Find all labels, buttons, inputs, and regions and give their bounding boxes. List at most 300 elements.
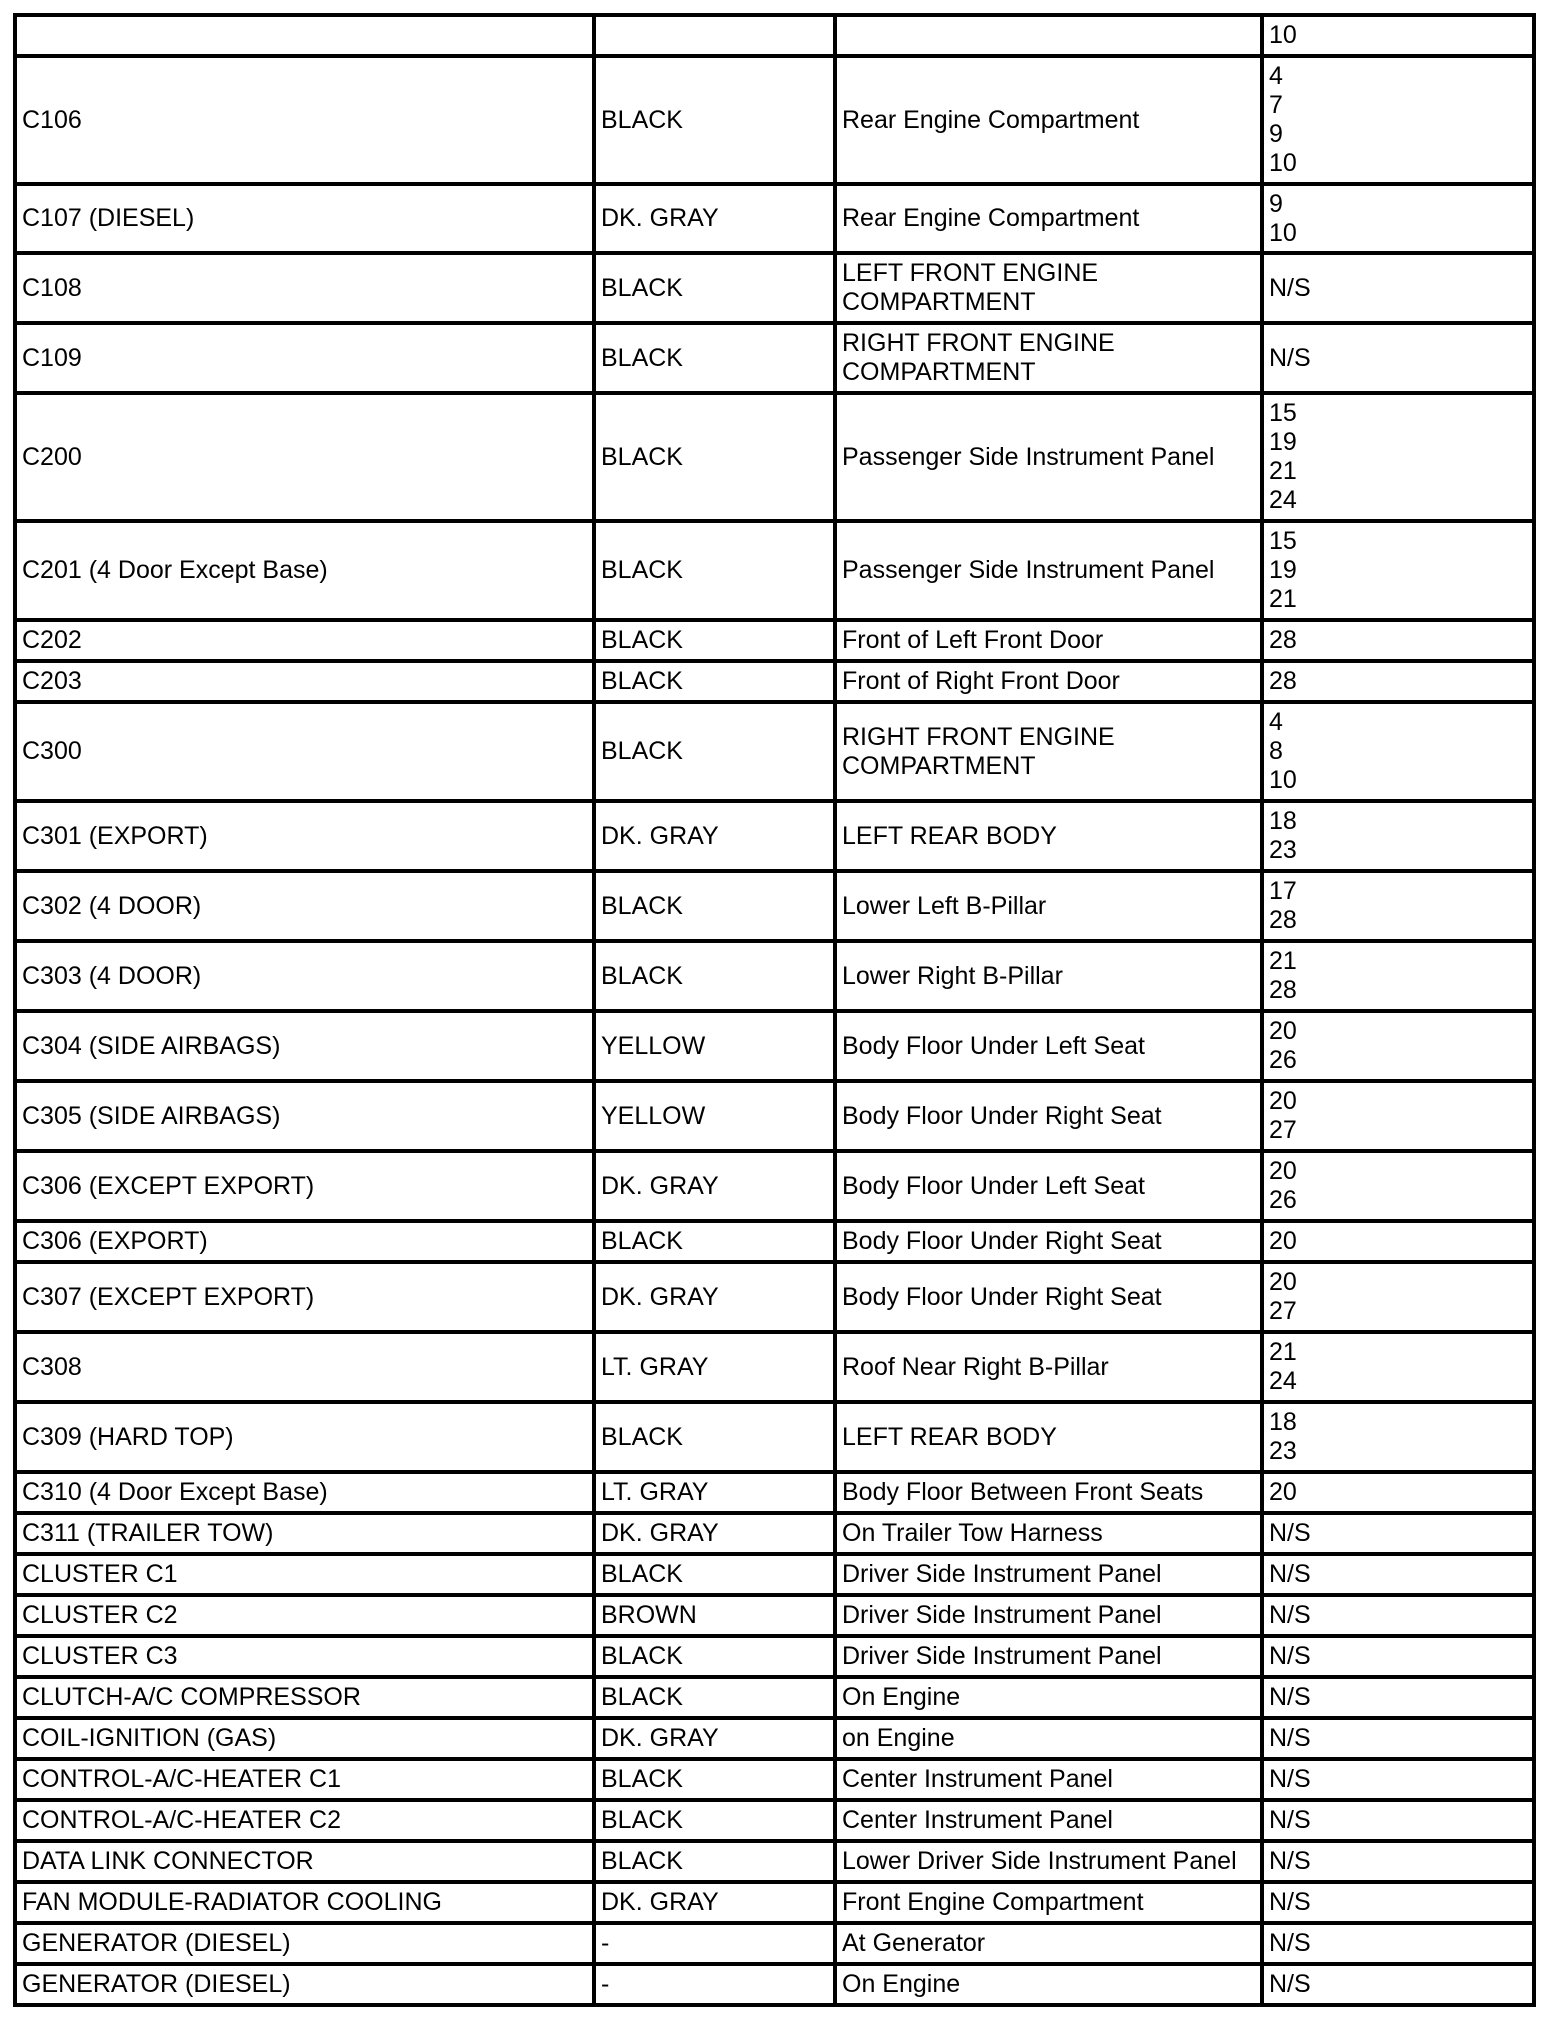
page-number: 20 — [1269, 1087, 1297, 1115]
connector-cell-text: C307 (EXCEPT EXPORT) — [22, 1282, 315, 1311]
color-cell — [594, 1151, 835, 1221]
color-cell-text: BLACK — [601, 667, 683, 695]
color-cell-text: BLACK — [601, 1560, 683, 1588]
connector-cell — [15, 1718, 594, 1759]
connector-cell — [15, 1011, 594, 1081]
color-cell — [594, 941, 835, 1011]
connector-cell — [15, 521, 594, 620]
color-cell-text: DK. GRAY — [601, 1171, 719, 1200]
page-number: N/S — [1269, 1888, 1311, 1916]
pages-cell — [1262, 393, 1534, 521]
pages-cell — [1262, 1151, 1534, 1221]
location-cell — [835, 620, 1262, 661]
color-cell — [594, 1472, 835, 1513]
color-cell — [594, 702, 835, 801]
page-number: N/S — [1269, 1806, 1311, 1834]
pages-cell — [1262, 15, 1534, 56]
location-cell-text: LEFT FRONT ENGINE — [842, 259, 1099, 287]
connector-cell — [15, 801, 594, 871]
table-row — [15, 1677, 1534, 1718]
connector-cell — [15, 1882, 594, 1923]
location-cell-text: on Engine — [842, 1724, 955, 1752]
location-cell — [835, 871, 1262, 941]
pages-cell — [1262, 1262, 1534, 1332]
color-cell-text: BLACK — [601, 1642, 683, 1670]
page-number: 21 — [1269, 585, 1297, 613]
connector-cell-text: GENERATOR (DIESEL) — [22, 1929, 291, 1957]
location-cell — [835, 1332, 1262, 1402]
pages-cell — [1262, 521, 1534, 620]
color-cell — [594, 56, 835, 184]
pages-cell — [1262, 1800, 1534, 1841]
color-cell — [594, 323, 835, 393]
page-number: 10 — [1269, 149, 1297, 177]
connector-cell-text: CLUSTER C3 — [22, 1642, 178, 1670]
connector-table — [13, 13, 1536, 2007]
page-number: 20 — [1269, 1157, 1297, 1185]
color-cell-text: BLACK — [601, 891, 683, 920]
connector-cell-text: C301 (EXPORT) — [22, 821, 208, 850]
connector-cell — [15, 1759, 594, 1800]
location-cell-text: Passenger Side Instrument Panel — [842, 442, 1215, 471]
pages-cell — [1262, 1472, 1534, 1513]
connector-cell-text: C202 — [22, 626, 82, 654]
color-cell — [594, 801, 835, 871]
location-cell-text: Passenger Side Instrument Panel — [842, 556, 1215, 584]
location-cell — [835, 1636, 1262, 1677]
connector-cell-text: C310 (4 Door Except Base) — [22, 1478, 328, 1506]
connector-cell — [15, 1221, 594, 1262]
color-cell-text: BLACK — [601, 961, 683, 990]
location-cell-text: Body Floor Under Left Seat — [842, 1171, 1145, 1200]
pages-cell — [1262, 1513, 1534, 1554]
location-cell-text: Front of Right Front Door — [842, 667, 1120, 695]
table-row — [15, 521, 1534, 620]
location-cell-text: Lower Driver Side Instrument Panel — [842, 1847, 1237, 1875]
page-number: 28 — [1269, 976, 1297, 1004]
connector-cell-text: C108 — [22, 273, 82, 302]
page-number: 4 — [1269, 708, 1283, 736]
page-number: N/S — [1269, 1560, 1311, 1588]
location-cell-text: On Engine — [842, 1970, 961, 1998]
pages-cell — [1262, 801, 1534, 871]
connector-cell — [15, 661, 594, 702]
color-cell-text: - — [601, 1970, 610, 1998]
table-row — [15, 1800, 1534, 1841]
location-cell-text: Driver Side Instrument Panel — [842, 1560, 1162, 1588]
pages-cell — [1262, 1221, 1534, 1262]
color-cell — [594, 1800, 835, 1841]
page-number: N/S — [1269, 343, 1311, 372]
location-cell-text: COMPARTMENT — [842, 288, 1036, 316]
table-row — [15, 1151, 1534, 1221]
location-cell — [835, 1882, 1262, 1923]
table-row — [15, 253, 1534, 323]
connector-cell — [15, 1332, 594, 1402]
connector-cell-text: CLUSTER C2 — [22, 1601, 178, 1629]
color-cell-text: DK. GRAY — [601, 1282, 719, 1311]
table-row — [15, 184, 1534, 253]
location-cell-text: Roof Near Right B-Pillar — [842, 1352, 1109, 1381]
color-cell — [594, 1759, 835, 1800]
location-cell — [835, 521, 1262, 620]
page-number: 28 — [1269, 626, 1297, 654]
color-cell — [594, 1636, 835, 1677]
table-row — [15, 1964, 1534, 2005]
page-number: 15 — [1269, 399, 1297, 427]
color-cell — [594, 1964, 835, 2005]
connector-cell-text: C203 — [22, 667, 82, 695]
location-cell-text: Center Instrument Panel — [842, 1806, 1113, 1834]
connector-cell — [15, 393, 594, 521]
location-cell — [835, 661, 1262, 702]
color-cell-text: BLACK — [601, 1847, 683, 1875]
page-number: 18 — [1269, 1408, 1297, 1436]
page-number: 10 — [1269, 766, 1297, 794]
connector-cell — [15, 1472, 594, 1513]
connector-cell — [15, 620, 594, 661]
color-cell — [594, 1262, 835, 1332]
page-number: 19 — [1269, 556, 1297, 584]
page-number: 10 — [1269, 218, 1297, 247]
connector-table-body — [15, 15, 1534, 2005]
color-cell-text: YELLOW — [601, 1031, 706, 1060]
location-cell — [835, 801, 1262, 871]
connector-cell-text: C107 (DIESEL) — [22, 204, 195, 232]
location-cell — [835, 1472, 1262, 1513]
page-number: 4 — [1269, 62, 1283, 90]
table-row — [15, 1759, 1534, 1800]
color-cell — [594, 184, 835, 253]
pages-cell — [1262, 1923, 1534, 1964]
page-number: 28 — [1269, 906, 1297, 934]
table-row — [15, 801, 1534, 871]
location-cell — [835, 1595, 1262, 1636]
pages-cell — [1262, 1595, 1534, 1636]
color-cell-text: DK. GRAY — [601, 204, 719, 232]
color-cell-text: BLACK — [601, 1422, 683, 1451]
color-cell — [594, 1677, 835, 1718]
page-number: 20 — [1269, 1478, 1297, 1506]
connector-cell-text: DATA LINK CONNECTOR — [22, 1847, 314, 1875]
pages-cell — [1262, 1759, 1534, 1800]
table-row — [15, 1081, 1534, 1151]
pages-cell — [1262, 1081, 1534, 1151]
color-cell — [594, 1841, 835, 1882]
page-number: N/S — [1269, 1929, 1311, 1957]
color-cell-text: BLACK — [601, 105, 683, 134]
location-cell — [835, 1800, 1262, 1841]
connector-cell — [15, 253, 594, 323]
pages-cell — [1262, 1964, 1534, 2005]
table-row — [15, 1841, 1534, 1882]
page-number: N/S — [1269, 1765, 1311, 1793]
location-cell-text: Driver Side Instrument Panel — [842, 1601, 1162, 1629]
color-cell-text: BLACK — [601, 626, 683, 654]
location-cell-text: On Engine — [842, 1683, 961, 1711]
location-cell — [835, 253, 1262, 323]
color-cell — [594, 1513, 835, 1554]
page-number: N/S — [1269, 1683, 1311, 1711]
location-cell-text: Front Engine Compartment — [842, 1888, 1144, 1916]
color-cell-text: BLACK — [601, 273, 683, 302]
connector-cell — [15, 1964, 594, 2005]
connector-cell — [15, 323, 594, 393]
page-number: 24 — [1269, 1367, 1297, 1395]
table-row — [15, 620, 1534, 661]
connector-cell-text: C306 (EXPORT) — [22, 1227, 208, 1255]
connector-cell-text: C200 — [22, 442, 82, 471]
page-number: 27 — [1269, 1297, 1297, 1325]
connector-cell-text: CONTROL-A/C-HEATER C1 — [22, 1765, 342, 1793]
pages-cell — [1262, 702, 1534, 801]
pages-cell — [1262, 1554, 1534, 1595]
color-cell — [594, 253, 835, 323]
location-cell-text: Front of Left Front Door — [842, 626, 1104, 654]
connector-cell — [15, 184, 594, 253]
color-cell — [594, 1882, 835, 1923]
color-cell-text: - — [601, 1929, 610, 1957]
location-cell-text: On Trailer Tow Harness — [842, 1519, 1103, 1547]
page-number: 20 — [1269, 1017, 1297, 1045]
location-cell-text: Lower Right B-Pillar — [842, 961, 1063, 990]
location-cell-text: Body Floor Under Right Seat — [842, 1282, 1162, 1311]
color-cell-text: BLACK — [601, 1765, 683, 1793]
color-cell — [594, 1081, 835, 1151]
page-number: 28 — [1269, 667, 1297, 695]
location-cell — [835, 1151, 1262, 1221]
connector-cell — [15, 702, 594, 801]
color-cell-text: LT. GRAY — [601, 1352, 709, 1381]
connector-cell — [15, 1402, 594, 1472]
connector-cell-text: CLUTCH-A/C COMPRESSOR — [22, 1683, 361, 1711]
page-number: 15 — [1269, 527, 1297, 555]
location-cell — [835, 1513, 1262, 1554]
color-cell-text: DK. GRAY — [601, 821, 719, 850]
color-cell — [594, 1923, 835, 1964]
page-number: 23 — [1269, 836, 1297, 864]
connector-cell-text: CONTROL-A/C-HEATER C2 — [22, 1806, 342, 1834]
location-cell — [835, 1718, 1262, 1759]
color-cell — [594, 871, 835, 941]
table-row — [15, 1595, 1534, 1636]
page-number: N/S — [1269, 1642, 1311, 1670]
color-cell-text: BLACK — [601, 1806, 683, 1834]
location-cell — [835, 323, 1262, 393]
location-cell-text: Driver Side Instrument Panel — [842, 1642, 1162, 1670]
page-number: 21 — [1269, 1338, 1297, 1366]
page-number: 23 — [1269, 1437, 1297, 1465]
location-cell — [835, 393, 1262, 521]
connector-cell-text: C308 — [22, 1352, 82, 1381]
location-cell — [835, 1011, 1262, 1081]
location-cell — [835, 1402, 1262, 1472]
page-number: N/S — [1269, 1519, 1311, 1547]
page-number: 21 — [1269, 947, 1297, 975]
color-cell — [594, 1554, 835, 1595]
connector-cell-text: COIL-IGNITION (GAS) — [22, 1724, 277, 1752]
location-cell — [835, 184, 1262, 253]
location-cell-text: LEFT REAR BODY — [842, 821, 1057, 850]
color-cell — [594, 393, 835, 521]
connector-cell-text: C305 (SIDE AIRBAGS) — [22, 1101, 281, 1130]
color-cell — [594, 1011, 835, 1081]
table-row — [15, 1472, 1534, 1513]
connector-cell — [15, 1151, 594, 1221]
color-cell — [594, 521, 835, 620]
location-cell — [835, 1677, 1262, 1718]
connector-cell — [15, 15, 594, 56]
table-row — [15, 1882, 1534, 1923]
color-cell — [594, 15, 835, 56]
connector-cell — [15, 1595, 594, 1636]
connector-cell — [15, 1262, 594, 1332]
location-cell — [835, 56, 1262, 184]
location-cell — [835, 1262, 1262, 1332]
pages-cell — [1262, 661, 1534, 702]
connector-cell-text: GENERATOR (DIESEL) — [22, 1970, 291, 1998]
color-cell-text: BLACK — [601, 1683, 683, 1711]
location-cell-text: RIGHT FRONT ENGINE — [842, 722, 1115, 751]
location-cell — [835, 1841, 1262, 1882]
location-cell-text: Rear Engine Compartment — [842, 204, 1140, 232]
pages-cell — [1262, 1841, 1534, 1882]
page-number: N/S — [1269, 1970, 1311, 1998]
pages-cell — [1262, 1402, 1534, 1472]
location-cell-text: LEFT REAR BODY — [842, 1422, 1057, 1451]
table-row — [15, 941, 1534, 1011]
pages-cell — [1262, 253, 1534, 323]
table-row — [15, 1718, 1534, 1759]
table-row — [15, 323, 1534, 393]
color-cell-text: YELLOW — [601, 1101, 706, 1130]
color-cell — [594, 1718, 835, 1759]
location-cell-text: Rear Engine Compartment — [842, 105, 1140, 134]
color-cell — [594, 661, 835, 702]
pages-cell — [1262, 1011, 1534, 1081]
connector-cell — [15, 1081, 594, 1151]
connector-cell-text: C106 — [22, 105, 82, 134]
connector-cell — [15, 1513, 594, 1554]
color-cell — [594, 1402, 835, 1472]
table-row — [15, 393, 1534, 521]
location-cell — [835, 1759, 1262, 1800]
location-cell — [835, 15, 1262, 56]
pages-cell — [1262, 184, 1534, 253]
table-row — [15, 1262, 1534, 1332]
color-cell-text: DK. GRAY — [601, 1519, 719, 1547]
color-cell-text: BLACK — [601, 442, 683, 471]
pages-cell — [1262, 871, 1534, 941]
table-row — [15, 661, 1534, 702]
pages-cell — [1262, 1677, 1534, 1718]
page-number: 20 — [1269, 1227, 1297, 1255]
color-cell-text: DK. GRAY — [601, 1888, 719, 1916]
table-row — [15, 1554, 1534, 1595]
page-number: 20 — [1269, 1268, 1297, 1296]
location-cell — [835, 1081, 1262, 1151]
connector-cell-text: C109 — [22, 343, 82, 372]
connector-cell — [15, 1677, 594, 1718]
connector-cell — [15, 1554, 594, 1595]
color-cell-text: BLACK — [601, 737, 683, 765]
page-number: N/S — [1269, 273, 1311, 302]
location-cell-text: Center Instrument Panel — [842, 1765, 1113, 1793]
pages-cell — [1262, 620, 1534, 661]
table-row — [15, 56, 1534, 184]
page-number: 26 — [1269, 1046, 1297, 1074]
page-number: 8 — [1269, 737, 1283, 765]
pages-cell — [1262, 323, 1534, 393]
table-row — [15, 1011, 1534, 1081]
table-row — [15, 1636, 1534, 1677]
pages-cell — [1262, 941, 1534, 1011]
pages-cell — [1262, 1718, 1534, 1759]
connector-table-container — [13, 13, 1536, 2007]
connector-cell — [15, 871, 594, 941]
location-cell — [835, 941, 1262, 1011]
connector-cell-text: C201 (4 Door Except Base) — [22, 556, 328, 584]
connector-cell-text: FAN MODULE-RADIATOR COOLING — [22, 1888, 442, 1916]
color-cell-text: DK. GRAY — [601, 1724, 719, 1752]
location-cell-text: At Generator — [842, 1929, 986, 1957]
page-number: 17 — [1269, 877, 1297, 905]
page-number: 10 — [1269, 21, 1297, 49]
connector-cell — [15, 1636, 594, 1677]
connector-cell — [15, 1923, 594, 1964]
page-number: N/S — [1269, 1847, 1311, 1875]
table-row — [15, 1923, 1534, 1964]
connector-cell-text: C302 (4 DOOR) — [22, 891, 202, 920]
connector-cell-text: C309 (HARD TOP) — [22, 1422, 234, 1451]
location-cell — [835, 1221, 1262, 1262]
location-cell-text: Body Floor Under Right Seat — [842, 1227, 1162, 1255]
color-cell-text: BLACK — [601, 1227, 683, 1255]
page-number: 9 — [1269, 120, 1283, 148]
color-cell — [594, 620, 835, 661]
page-number: N/S — [1269, 1724, 1311, 1752]
pages-cell — [1262, 1882, 1534, 1923]
location-cell-text: Body Floor Between Front Seats — [842, 1478, 1204, 1506]
connector-cell-text: C311 (TRAILER TOW) — [22, 1519, 274, 1547]
page-number: 26 — [1269, 1186, 1297, 1214]
connector-cell-text: CLUSTER C1 — [22, 1560, 178, 1588]
connector-cell — [15, 941, 594, 1011]
location-cell — [835, 1554, 1262, 1595]
table-row — [15, 1221, 1534, 1262]
color-cell-text: BLACK — [601, 556, 683, 584]
color-cell — [594, 1332, 835, 1402]
connector-cell — [15, 56, 594, 184]
connector-cell — [15, 1800, 594, 1841]
pages-cell — [1262, 1332, 1534, 1402]
connector-cell-text: C303 (4 DOOR) — [22, 961, 202, 990]
connector-cell-text: C304 (SIDE AIRBAGS) — [22, 1031, 281, 1060]
page-number: 27 — [1269, 1116, 1297, 1144]
page-number: 18 — [1269, 807, 1297, 835]
page-number: 19 — [1269, 428, 1297, 456]
table-row — [15, 871, 1534, 941]
pages-cell — [1262, 56, 1534, 184]
location-cell-text: Body Floor Under Left Seat — [842, 1031, 1145, 1060]
page-number: 9 — [1269, 189, 1283, 218]
color-cell-text: LT. GRAY — [601, 1478, 709, 1506]
location-cell — [835, 702, 1262, 801]
page-number: 7 — [1269, 91, 1283, 119]
color-cell-text: BROWN — [601, 1601, 697, 1629]
page-number: N/S — [1269, 1601, 1311, 1629]
table-row — [15, 1402, 1534, 1472]
